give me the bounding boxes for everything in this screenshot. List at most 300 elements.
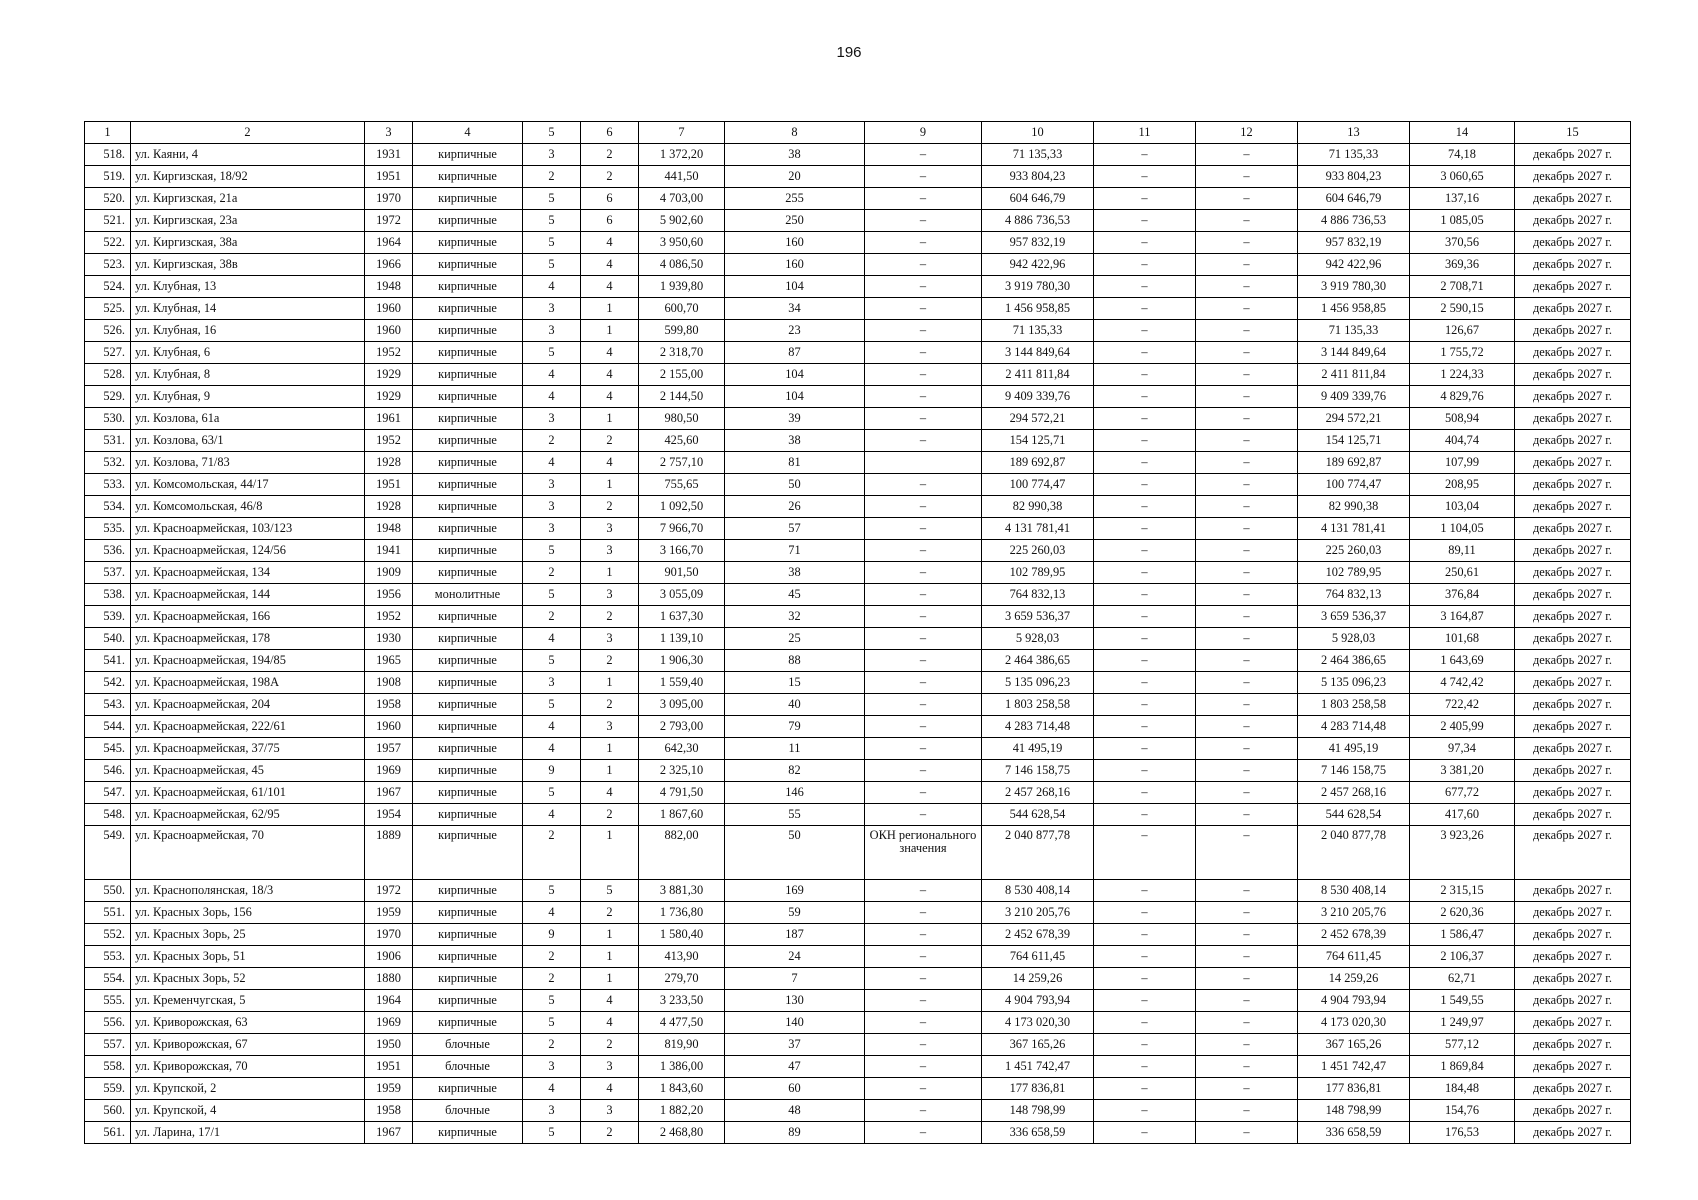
table-cell-col-7: 5 902,60	[639, 210, 725, 232]
table-cell-col-11: –	[1094, 254, 1196, 276]
table-cell-col-14: 2 620,36	[1410, 902, 1515, 924]
table-cell-col-9: –	[865, 946, 982, 968]
table-cell-col-14: 369,36	[1410, 254, 1515, 276]
table-cell-col-4: кирпичные	[413, 342, 523, 364]
table-cell-col-1: 553.	[85, 946, 131, 968]
table-cell-col-6: 6	[581, 188, 639, 210]
table-cell-col-4: кирпичные	[413, 650, 523, 672]
table-cell-col-1: 525.	[85, 298, 131, 320]
table-cell-col-3: 1929	[365, 386, 413, 408]
table-cell-col-4: кирпичные	[413, 902, 523, 924]
table-cell-col-15: декабрь 2027 г.	[1515, 1122, 1631, 1144]
table-cell-col-11: –	[1094, 1012, 1196, 1034]
table-cell-col-15: декабрь 2027 г.	[1515, 430, 1631, 452]
table-cell-col-12: –	[1196, 782, 1298, 804]
table-row	[85, 320, 1631, 342]
table-cell-col-11: –	[1094, 452, 1196, 474]
table-cell-col-13: 764 611,45	[1298, 946, 1410, 968]
table-cell-col-9: –	[865, 584, 982, 606]
table-cell-col-8: 255	[725, 188, 865, 210]
table-cell-col-6: 1	[581, 320, 639, 342]
table-cell-col-6: 2	[581, 496, 639, 518]
table-cell-col-10: 2 040 877,78	[982, 826, 1094, 880]
table-cell-col-12: –	[1196, 672, 1298, 694]
table-cell-col-12: –	[1196, 760, 1298, 782]
table-cell-col-11: –	[1094, 1034, 1196, 1056]
table-row	[85, 628, 1631, 650]
table-cell-col-13: 1 803 258,58	[1298, 694, 1410, 716]
table-cell-col-6: 1	[581, 760, 639, 782]
table-cell-col-7: 2 325,10	[639, 760, 725, 782]
table-cell-col-9: –	[865, 320, 982, 342]
table-cell-col-3: 1952	[365, 606, 413, 628]
table-cell-col-9: –	[865, 1012, 982, 1034]
table-cell-col-4: кирпичные	[413, 254, 523, 276]
table-cell-col-14: 1 643,69	[1410, 650, 1515, 672]
table-cell-col-1: 531.	[85, 430, 131, 452]
table-cell-col-10: 5 135 096,23	[982, 672, 1094, 694]
table-cell-col-11: –	[1094, 320, 1196, 342]
table-cell-col-3: 1957	[365, 738, 413, 760]
column-header-11: 11	[1094, 122, 1196, 144]
table-cell-col-15: декабрь 2027 г.	[1515, 496, 1631, 518]
table-cell-col-11: –	[1094, 562, 1196, 584]
table-cell-col-2: ул. Козлова, 63/1	[131, 430, 365, 452]
column-header-10: 10	[982, 122, 1094, 144]
table-cell-col-11: –	[1094, 946, 1196, 968]
table-cell-col-5: 2	[523, 946, 581, 968]
table-cell-col-9: –	[865, 364, 982, 386]
table-cell-col-5: 3	[523, 474, 581, 496]
table-cell-col-1: 554.	[85, 968, 131, 990]
table-cell-col-2: ул. Ларина, 17/1	[131, 1122, 365, 1144]
table-cell-col-13: 154 125,71	[1298, 430, 1410, 452]
table-cell-col-3: 1954	[365, 804, 413, 826]
table-cell-col-1: 538.	[85, 584, 131, 606]
table-cell-col-1: 545.	[85, 738, 131, 760]
table-cell-col-14: 370,56	[1410, 232, 1515, 254]
table-cell-col-5: 4	[523, 716, 581, 738]
table-row	[85, 804, 1631, 826]
table-cell-col-12: –	[1196, 210, 1298, 232]
table-cell-col-5: 5	[523, 990, 581, 1012]
table-cell-col-4: кирпичные	[413, 408, 523, 430]
table-cell-col-6: 2	[581, 144, 639, 166]
table-cell-col-4: кирпичные	[413, 738, 523, 760]
table-cell-col-9: ОКН регионального значения	[865, 826, 982, 880]
table-cell-col-5: 4	[523, 738, 581, 760]
table-cell-col-15: декабрь 2027 г.	[1515, 990, 1631, 1012]
table-cell-col-5: 2	[523, 166, 581, 188]
table-cell-col-9: –	[865, 804, 982, 826]
table-cell-col-14: 722,42	[1410, 694, 1515, 716]
table-cell-col-8: 25	[725, 628, 865, 650]
table-cell-col-2: ул. Клубная, 16	[131, 320, 365, 342]
table-cell-col-13: 41 495,19	[1298, 738, 1410, 760]
table-cell-col-9: –	[865, 606, 982, 628]
table-row	[85, 342, 1631, 364]
table-cell-col-2: ул. Криворожская, 70	[131, 1056, 365, 1078]
table-cell-col-9: –	[865, 650, 982, 672]
table-cell-col-4: монолитные	[413, 584, 523, 606]
table-cell-col-15: декабрь 2027 г.	[1515, 760, 1631, 782]
table-cell-col-11: –	[1094, 672, 1196, 694]
table-row	[85, 946, 1631, 968]
table-cell-col-12: –	[1196, 628, 1298, 650]
table-cell-col-5: 5	[523, 782, 581, 804]
table-cell-col-4: кирпичные	[413, 166, 523, 188]
column-header-13: 13	[1298, 122, 1410, 144]
table-cell-col-13: 82 990,38	[1298, 496, 1410, 518]
table-cell-col-4: кирпичные	[413, 628, 523, 650]
table-cell-col-1: 539.	[85, 606, 131, 628]
table-row	[85, 584, 1631, 606]
table-cell-col-3: 1959	[365, 1078, 413, 1100]
table-cell-col-12: –	[1196, 1012, 1298, 1034]
table-cell-col-3: 1951	[365, 166, 413, 188]
table-cell-col-11: –	[1094, 474, 1196, 496]
table-cell-col-12: –	[1196, 694, 1298, 716]
table-cell-col-9: –	[865, 902, 982, 924]
table-cell-col-1: 541.	[85, 650, 131, 672]
table-cell-col-9: –	[865, 386, 982, 408]
table-cell-col-6: 3	[581, 1100, 639, 1122]
table-cell-col-2: ул. Клубная, 14	[131, 298, 365, 320]
table-row	[85, 716, 1631, 738]
table-cell-col-1: 526.	[85, 320, 131, 342]
table-cell-col-9: –	[865, 232, 982, 254]
table-cell-col-12: –	[1196, 650, 1298, 672]
column-header-15: 15	[1515, 122, 1631, 144]
table-cell-col-11: –	[1094, 342, 1196, 364]
table-cell-col-5: 3	[523, 320, 581, 342]
table-cell-col-7: 4 086,50	[639, 254, 725, 276]
table-cell-col-9: –	[865, 628, 982, 650]
table-cell-col-10: 8 530 408,14	[982, 880, 1094, 902]
table-cell-col-10: 294 572,21	[982, 408, 1094, 430]
table-cell-col-2: ул. Красных Зорь, 25	[131, 924, 365, 946]
table-cell-col-12: –	[1196, 518, 1298, 540]
table-cell-col-4: кирпичные	[413, 298, 523, 320]
table-cell-col-14: 1 249,97	[1410, 1012, 1515, 1034]
table-cell-col-4: блочные	[413, 1034, 523, 1056]
table-cell-col-9: –	[865, 276, 982, 298]
table-cell-col-10: 100 774,47	[982, 474, 1094, 496]
table-cell-col-9: –	[865, 672, 982, 694]
table-cell-col-6: 4	[581, 254, 639, 276]
table-cell-col-6: 2	[581, 166, 639, 188]
table-cell-col-14: 417,60	[1410, 804, 1515, 826]
table-cell-col-11: –	[1094, 386, 1196, 408]
table-cell-col-13: 2 464 386,65	[1298, 650, 1410, 672]
table-cell-col-4: кирпичные	[413, 782, 523, 804]
table-cell-col-7: 599,80	[639, 320, 725, 342]
table-cell-col-13: 14 259,26	[1298, 968, 1410, 990]
table-cell-col-11: –	[1094, 364, 1196, 386]
table-cell-col-5: 3	[523, 408, 581, 430]
table-cell-col-12: –	[1196, 320, 1298, 342]
table-cell-col-7: 4 791,50	[639, 782, 725, 804]
table-cell-col-5: 9	[523, 924, 581, 946]
table-cell-col-1: 536.	[85, 540, 131, 562]
table-cell-col-14: 1 085,05	[1410, 210, 1515, 232]
column-header-4: 4	[413, 122, 523, 144]
table-cell-col-1: 547.	[85, 782, 131, 804]
table-cell-col-15: декабрь 2027 г.	[1515, 716, 1631, 738]
table-cell-col-4: кирпичные	[413, 386, 523, 408]
table-cell-col-7: 1 939,80	[639, 276, 725, 298]
table-cell-col-11: –	[1094, 990, 1196, 1012]
table-cell-col-13: 3 659 536,37	[1298, 606, 1410, 628]
table-cell-col-14: 2 106,37	[1410, 946, 1515, 968]
table-cell-col-14: 74,18	[1410, 144, 1515, 166]
table-cell-col-6: 4	[581, 364, 639, 386]
table-cell-col-8: 87	[725, 342, 865, 364]
table-cell-col-10: 764 611,45	[982, 946, 1094, 968]
table-cell-col-8: 47	[725, 1056, 865, 1078]
table-cell-col-13: 189 692,87	[1298, 452, 1410, 474]
table-cell-col-10: 177 836,81	[982, 1078, 1094, 1100]
table-cell-col-2: ул. Краснополянская, 18/3	[131, 880, 365, 902]
table-row	[85, 694, 1631, 716]
table-cell-col-2: ул. Красноармейская, 37/75	[131, 738, 365, 760]
table-row	[85, 738, 1631, 760]
table-row	[85, 518, 1631, 540]
table-cell-col-6: 2	[581, 430, 639, 452]
table-cell-col-7: 3 095,00	[639, 694, 725, 716]
table-cell-col-7: 901,50	[639, 562, 725, 584]
table-cell-col-12: –	[1196, 716, 1298, 738]
table-cell-col-2: ул. Красноармейская, 198А	[131, 672, 365, 694]
table-cell-col-12: –	[1196, 298, 1298, 320]
table-cell-col-12: –	[1196, 1034, 1298, 1056]
table-cell-col-6: 6	[581, 210, 639, 232]
table-cell-col-1: 552.	[85, 924, 131, 946]
table-cell-col-15: декабрь 2027 г.	[1515, 254, 1631, 276]
table-cell-col-12: –	[1196, 254, 1298, 276]
table-cell-col-8: 7	[725, 968, 865, 990]
table-cell-col-10: 9 409 339,76	[982, 386, 1094, 408]
table-cell-col-13: 71 135,33	[1298, 144, 1410, 166]
table-cell-col-5: 4	[523, 276, 581, 298]
table-cell-col-2: ул. Красноармейская, 61/101	[131, 782, 365, 804]
table-cell-col-13: 148 798,99	[1298, 1100, 1410, 1122]
table-cell-col-8: 50	[725, 826, 865, 880]
table-row	[85, 650, 1631, 672]
table-row	[85, 364, 1631, 386]
table-cell-col-7: 600,70	[639, 298, 725, 320]
table-cell-col-6: 1	[581, 924, 639, 946]
table-cell-col-13: 8 530 408,14	[1298, 880, 1410, 902]
table-cell-col-9: –	[865, 474, 982, 496]
table-cell-col-14: 1 755,72	[1410, 342, 1515, 364]
table-cell-col-14: 3 381,20	[1410, 760, 1515, 782]
table-cell-col-3: 1965	[365, 650, 413, 672]
table-row	[85, 210, 1631, 232]
table-cell-col-4: кирпичные	[413, 694, 523, 716]
table-cell-col-6: 1	[581, 672, 639, 694]
table-row	[85, 1012, 1631, 1034]
table-cell-col-12: –	[1196, 946, 1298, 968]
table-cell-col-13: 294 572,21	[1298, 408, 1410, 430]
table-row	[85, 924, 1631, 946]
table-cell-col-11: –	[1094, 880, 1196, 902]
table-cell-col-12: –	[1196, 342, 1298, 364]
table-cell-col-15: декабрь 2027 г.	[1515, 298, 1631, 320]
table-cell-col-3: 1970	[365, 188, 413, 210]
table-cell-col-4: кирпичные	[413, 474, 523, 496]
table-cell-col-14: 97,34	[1410, 738, 1515, 760]
table-cell-col-4: кирпичные	[413, 804, 523, 826]
table-cell-col-1: 546.	[85, 760, 131, 782]
table-cell-col-6: 3	[581, 584, 639, 606]
table-cell-col-7: 882,00	[639, 826, 725, 880]
table-cell-col-11: –	[1094, 276, 1196, 298]
table-cell-col-1: 556.	[85, 1012, 131, 1034]
table-cell-col-10: 1 456 958,85	[982, 298, 1094, 320]
table-cell-col-8: 146	[725, 782, 865, 804]
table-body	[85, 144, 1631, 1144]
table-cell-col-12: –	[1196, 408, 1298, 430]
table-cell-col-5: 3	[523, 496, 581, 518]
table-cell-col-11: –	[1094, 1078, 1196, 1100]
table-cell-col-12: –	[1196, 144, 1298, 166]
table-cell-col-2: ул. Красноармейская, 204	[131, 694, 365, 716]
table-cell-col-5: 4	[523, 628, 581, 650]
table-row	[85, 188, 1631, 210]
table-cell-col-14: 2 405,99	[1410, 716, 1515, 738]
table-cell-col-3: 1951	[365, 474, 413, 496]
table-row	[85, 968, 1631, 990]
table-cell-col-8: 60	[725, 1078, 865, 1100]
table-cell-col-7: 1 906,30	[639, 650, 725, 672]
table-cell-col-11: –	[1094, 166, 1196, 188]
table-cell-col-7: 1 559,40	[639, 672, 725, 694]
table-cell-col-3: 1952	[365, 430, 413, 452]
table-cell-col-2: ул. Киргизская, 38в	[131, 254, 365, 276]
table-cell-col-15: декабрь 2027 г.	[1515, 628, 1631, 650]
table-cell-col-12: –	[1196, 562, 1298, 584]
table-cell-col-11: –	[1094, 408, 1196, 430]
table-cell-col-12: –	[1196, 540, 1298, 562]
table-cell-col-9: –	[865, 298, 982, 320]
table-cell-col-4: кирпичные	[413, 364, 523, 386]
table-cell-col-13: 3 210 205,76	[1298, 902, 1410, 924]
table-cell-col-2: ул. Криворожская, 63	[131, 1012, 365, 1034]
table-cell-col-13: 9 409 339,76	[1298, 386, 1410, 408]
table-cell-col-14: 508,94	[1410, 408, 1515, 430]
table-cell-col-10: 4 886 736,53	[982, 210, 1094, 232]
table-cell-col-10: 4 131 781,41	[982, 518, 1094, 540]
table-cell-col-9: –	[865, 694, 982, 716]
table-row	[85, 1056, 1631, 1078]
table-cell-col-3: 1972	[365, 880, 413, 902]
table-cell-col-9: –	[865, 210, 982, 232]
table-cell-col-10: 544 628,54	[982, 804, 1094, 826]
table-cell-col-8: 130	[725, 990, 865, 1012]
table-cell-col-3: 1960	[365, 298, 413, 320]
table-cell-col-10: 3 919 780,30	[982, 276, 1094, 298]
table-cell-col-14: 1 549,55	[1410, 990, 1515, 1012]
table-cell-col-15: декабрь 2027 г.	[1515, 1034, 1631, 1056]
table-cell-col-11: –	[1094, 924, 1196, 946]
table-cell-col-8: 104	[725, 276, 865, 298]
table-cell-col-15: декабрь 2027 г.	[1515, 924, 1631, 946]
table-cell-col-9: –	[865, 540, 982, 562]
table-cell-col-4: блочные	[413, 1100, 523, 1122]
table-cell-col-2: ул. Кременчугская, 5	[131, 990, 365, 1012]
table-cell-col-5: 5	[523, 232, 581, 254]
table-cell-col-9: –	[865, 1056, 982, 1078]
table-cell-col-3: 1970	[365, 924, 413, 946]
table-cell-col-3: 1930	[365, 628, 413, 650]
table-cell-col-6: 4	[581, 232, 639, 254]
table-cell-col-7: 1 736,80	[639, 902, 725, 924]
table-cell-col-15: декабрь 2027 г.	[1515, 946, 1631, 968]
table-cell-col-1: 557.	[85, 1034, 131, 1056]
table-cell-col-5: 5	[523, 540, 581, 562]
table-cell-col-10: 957 832,19	[982, 232, 1094, 254]
table-cell-col-1: 551.	[85, 902, 131, 924]
table-cell-col-10: 82 990,38	[982, 496, 1094, 518]
table-cell-col-12: –	[1196, 188, 1298, 210]
table-cell-col-9: –	[865, 254, 982, 276]
table-cell-col-14: 404,74	[1410, 430, 1515, 452]
table-cell-col-6: 4	[581, 782, 639, 804]
table-cell-col-12: –	[1196, 276, 1298, 298]
table-cell-col-5: 5	[523, 342, 581, 364]
table-cell-col-14: 89,11	[1410, 540, 1515, 562]
table-cell-col-15: декабрь 2027 г.	[1515, 880, 1631, 902]
table-cell-col-11: –	[1094, 232, 1196, 254]
table-cell-col-3: 1967	[365, 1122, 413, 1144]
table-cell-col-3: 1909	[365, 562, 413, 584]
table-cell-col-3: 1929	[365, 364, 413, 386]
table-cell-col-3: 1950	[365, 1034, 413, 1056]
table-cell-col-3: 1928	[365, 452, 413, 474]
table-cell-col-2: ул. Красноармейская, 134	[131, 562, 365, 584]
table-cell-col-12: –	[1196, 826, 1298, 880]
table-cell-col-4: кирпичные	[413, 1122, 523, 1144]
table-cell-col-14: 154,76	[1410, 1100, 1515, 1122]
table-cell-col-2: ул. Красноармейская, 62/95	[131, 804, 365, 826]
table-cell-col-6: 2	[581, 902, 639, 924]
table-cell-col-5: 2	[523, 968, 581, 990]
table-cell-col-12: –	[1196, 606, 1298, 628]
table-cell-col-11: –	[1094, 782, 1196, 804]
table-cell-col-6: 1	[581, 474, 639, 496]
table-cell-col-9: –	[865, 738, 982, 760]
table-cell-col-5: 5	[523, 584, 581, 606]
table-cell-col-11: –	[1094, 716, 1196, 738]
table-cell-col-6: 1	[581, 946, 639, 968]
table-cell-col-4: кирпичные	[413, 232, 523, 254]
table-cell-col-15: декабрь 2027 г.	[1515, 650, 1631, 672]
table-cell-col-8: 38	[725, 144, 865, 166]
table-cell-col-13: 4 131 781,41	[1298, 518, 1410, 540]
table-cell-col-11: –	[1094, 144, 1196, 166]
table-cell-col-6: 4	[581, 276, 639, 298]
table-cell-col-6: 4	[581, 386, 639, 408]
table-cell-col-8: 50	[725, 474, 865, 496]
column-header-5: 5	[523, 122, 581, 144]
table-cell-col-8: 81	[725, 452, 865, 474]
table-cell-col-8: 169	[725, 880, 865, 902]
table-cell-col-6: 1	[581, 408, 639, 430]
table-cell-col-1: 521.	[85, 210, 131, 232]
table-cell-col-2: ул. Красных Зорь, 156	[131, 902, 365, 924]
table-cell-col-6: 2	[581, 650, 639, 672]
